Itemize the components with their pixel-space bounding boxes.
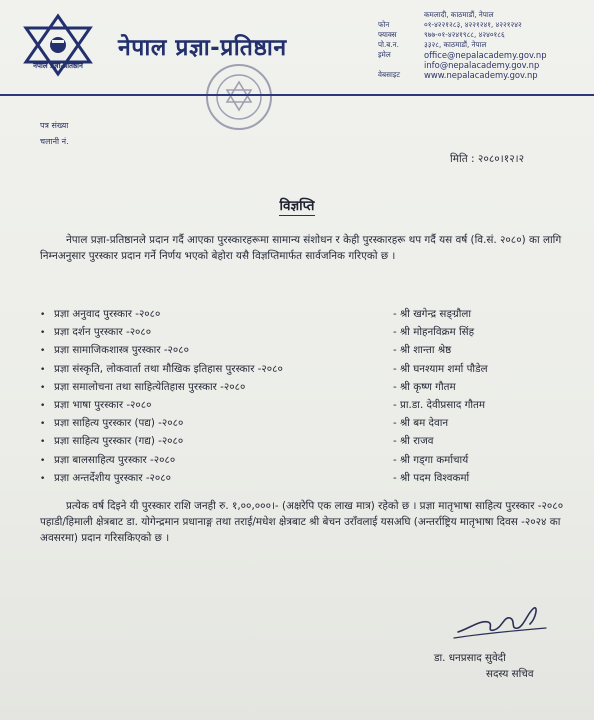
award-name: प्रज्ञा साहित्य पुरस्कार (गद्य) -२०८०: [54, 435, 184, 448]
award-row: • प्रज्ञा अन्तर्देशीय पुरस्कार -२०८० - श्री पदम विश्वकर्मा: [40, 471, 470, 484]
award-name: प्रज्ञा दर्शन पुरस्कार -२०८०: [54, 326, 152, 339]
award-row: • प्रज्ञा दर्शन पुरस्कार -२०८० - श्री मोहनविक्रम सिंह: [40, 326, 475, 339]
award-name: प्रज्ञा समालोचना तथा साहित्येतिहास पुरस्कार -२०८०: [54, 380, 246, 393]
award-name: प्रज्ञा सामाजिकशास्त्र पुरस्कार -२०८०: [54, 344, 189, 357]
award-recipient: - श्री राजव: [393, 435, 434, 448]
patra-sankhya-label: पत्र संख्या: [40, 121, 69, 130]
website-label: वेबसाइट: [378, 70, 400, 79]
email-info-link[interactable]: info@nepalacademy.gov.np: [424, 60, 540, 70]
closing-paragraph: प्रत्येक वर्ष दिइने यी पुरस्कार राशि जनही रु. १,००,०००।- (अक्षरेपि एक लाख मात्र) रहेको छ । प्रज्ञा मातृभाषा साहित्य पुरस्कार -२०८० पहाडी/हिमाली क्षेत्रबाट डा. योगेन्द्रमान प्रधानाङ्ग तथा तराई/मधेश क्षेत्रबाट श्री बेचन उराँवलाई यसअघि (अन्तर्राष्ट्रिय मातृभाषा दिवस -२०२४ का अवसरमा) प्रदान गरिसकिएको छ ।: [40, 500, 564, 544]
award-recipient: - प्रा.डा. देवीप्रसाद गौतम: [393, 399, 486, 412]
award-name: प्रज्ञा बालसाहित्य पुरस्कार -२०८०: [54, 453, 176, 466]
phone-value: ०१-४२२१२८३, ४२२१२४१, ४२२१२४२: [424, 20, 522, 29]
reference-block: [40, 118, 69, 150]
award-name: प्रज्ञा भाषा पुरस्कार -२०८०: [54, 399, 152, 412]
award-recipient: - श्री शान्ता श्रेष्ठ: [393, 344, 452, 357]
notice-title: [0, 196, 594, 214]
signer-designation: सदस्य सचिव: [486, 668, 534, 680]
letterhead-divider: [0, 94, 594, 96]
notice-title-text: विज्ञप्ति: [279, 198, 315, 214]
award-name: प्रज्ञा संस्कृति, लोकवार्ता तथा मौखिक इतिहास पुरस्कार -२०८०: [54, 362, 283, 375]
award-recipient: - श्री घनश्याम शर्मा पौडेल: [393, 362, 488, 375]
signer-block: [434, 650, 584, 682]
official-seal-icon: [204, 62, 274, 132]
pobox-label: पो.ब.न.: [378, 40, 399, 49]
award-row: • प्रज्ञा संस्कृति, लोकवार्ता तथा मौखिक इतिहास पुरस्कार -२०८० - श्री घनश्याम शर्मा पौडेल: [40, 362, 488, 375]
email-label: इमेल: [378, 50, 391, 59]
award-recipient: - श्री गड्गा कर्माचार्य: [393, 453, 469, 466]
award-row: • प्रज्ञा समालोचना तथा साहित्येतिहास पुरस्कार -२०८० - श्री कृष्ण गौतम: [40, 380, 456, 393]
award-row: • प्रज्ञा साहित्य पुरस्कार (पद्य) -२०८० - श्री बम देवान: [40, 417, 449, 430]
email-office-link[interactable]: office@nepalacademy.gov.np: [424, 50, 547, 60]
award-name: प्रज्ञा अन्तर्देशीय पुरस्कार -२०८०: [54, 471, 171, 484]
award-row: • प्रज्ञा भाषा पुरस्कार -२०८० - प्रा.डा. देवीप्रसाद गौतम: [40, 399, 486, 412]
academy-logo-icon: [18, 12, 98, 90]
contact-block: [378, 10, 588, 80]
letter-date: मिति : २०८०।१२।२: [450, 153, 525, 165]
phone-label: फोन: [378, 20, 390, 29]
organization-name: नेपाल प्रज्ञा-प्रतिष्ठान: [118, 35, 287, 61]
pobox-value: ३३२८, काठमाडौं, नेपाल: [424, 40, 487, 49]
address-text: कमलादी, काठमाडौं, नेपाल: [424, 10, 494, 19]
signature-icon: [450, 598, 550, 640]
award-recipient: - श्री पदम विश्वकर्मा: [393, 471, 470, 484]
logo-caption: नेपाल प्रज्ञा-प्रतिष्ठान: [33, 62, 83, 70]
award-name: प्रज्ञा साहित्य पुरस्कार (पद्य) -२०८०: [54, 417, 184, 430]
award-row: • प्रज्ञा सामाजिकशास्त्र पुरस्कार -२०८० - श्री शान्ता श्रेष्ठ: [40, 344, 452, 357]
fax-label: फ्याक्स: [378, 30, 397, 39]
award-recipient: - श्री खगेन्द्र सङ्ग्रौला: [393, 308, 472, 321]
award-name: प्रज्ञा अनुवाद पुरस्कार -२०८०: [54, 308, 161, 321]
award-row: • प्रज्ञा बालसाहित्य पुरस्कार -२०८० - श्री गड्गा कर्माचार्य: [40, 453, 469, 466]
fax-value: ९७७-०१-४२४१९८८, ४२४०१८६: [424, 30, 505, 39]
award-list: [40, 305, 580, 487]
website-link[interactable]: www.nepalacademy.gov.np: [424, 70, 538, 80]
chalani-label: चलानी नं.: [40, 137, 69, 146]
award-recipient: - श्री बम देवान: [393, 417, 449, 430]
award-row: • प्रज्ञा अनुवाद पुरस्कार -२०८० - श्री खगेन्द्र सङ्ग्रौला: [40, 308, 472, 321]
email-label-blank: [378, 60, 424, 70]
award-recipient: - श्री मोहनविक्रम सिंह: [393, 326, 475, 339]
signer-name: डा. धनप्रसाद सुवेदी: [434, 652, 506, 664]
intro-paragraph: नेपाल प्रज्ञा-प्रतिष्ठानले प्रदान गर्दै आएका पुरस्कारहरूमा सामान्य संशोधन र केही पुरस्कारहरू थप गर्दै यस वर्ष (वि.सं. २०८०) का लागि निम्नअनुसार पुरस्कार प्रदान गर्ने निर्णय भएको बेहोरा यसै विज्ञप्तिमार्फत सार्वजनिक गरिएको छ ।: [40, 234, 562, 262]
award-row: • प्रज्ञा साहित्य पुरस्कार (गद्य) -२०८० - श्री राजव: [40, 435, 434, 448]
award-recipient: - श्री कृष्ण गौतम: [393, 380, 456, 393]
